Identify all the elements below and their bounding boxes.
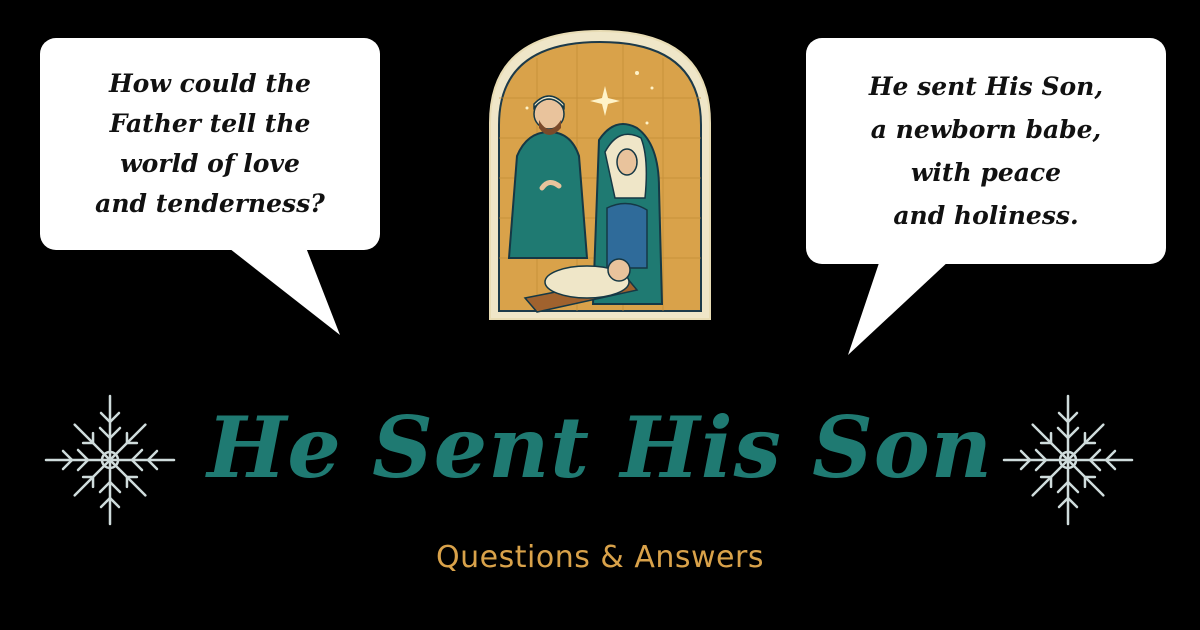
- answer-bubble: [806, 38, 1166, 264]
- answer-bubble-tail: [848, 260, 950, 355]
- question-line: world of love: [120, 149, 300, 178]
- question-bubble: [40, 38, 380, 250]
- page-subtitle: Questions & Answers: [436, 540, 764, 575]
- question-line: Father tell the: [109, 109, 311, 138]
- question-bubble-tail: [225, 245, 340, 335]
- question-line: and tenderness?: [95, 189, 325, 218]
- answer-line: and holiness.: [893, 201, 1079, 230]
- answer-line: He sent His Son,: [868, 72, 1104, 101]
- question-line: How could the: [109, 69, 311, 98]
- page-title: He Sent His Son: [207, 398, 993, 497]
- answer-line: a newborn babe,: [870, 115, 1102, 144]
- answer-line: with peace: [910, 158, 1062, 187]
- nativity-window-icon: [487, 28, 713, 322]
